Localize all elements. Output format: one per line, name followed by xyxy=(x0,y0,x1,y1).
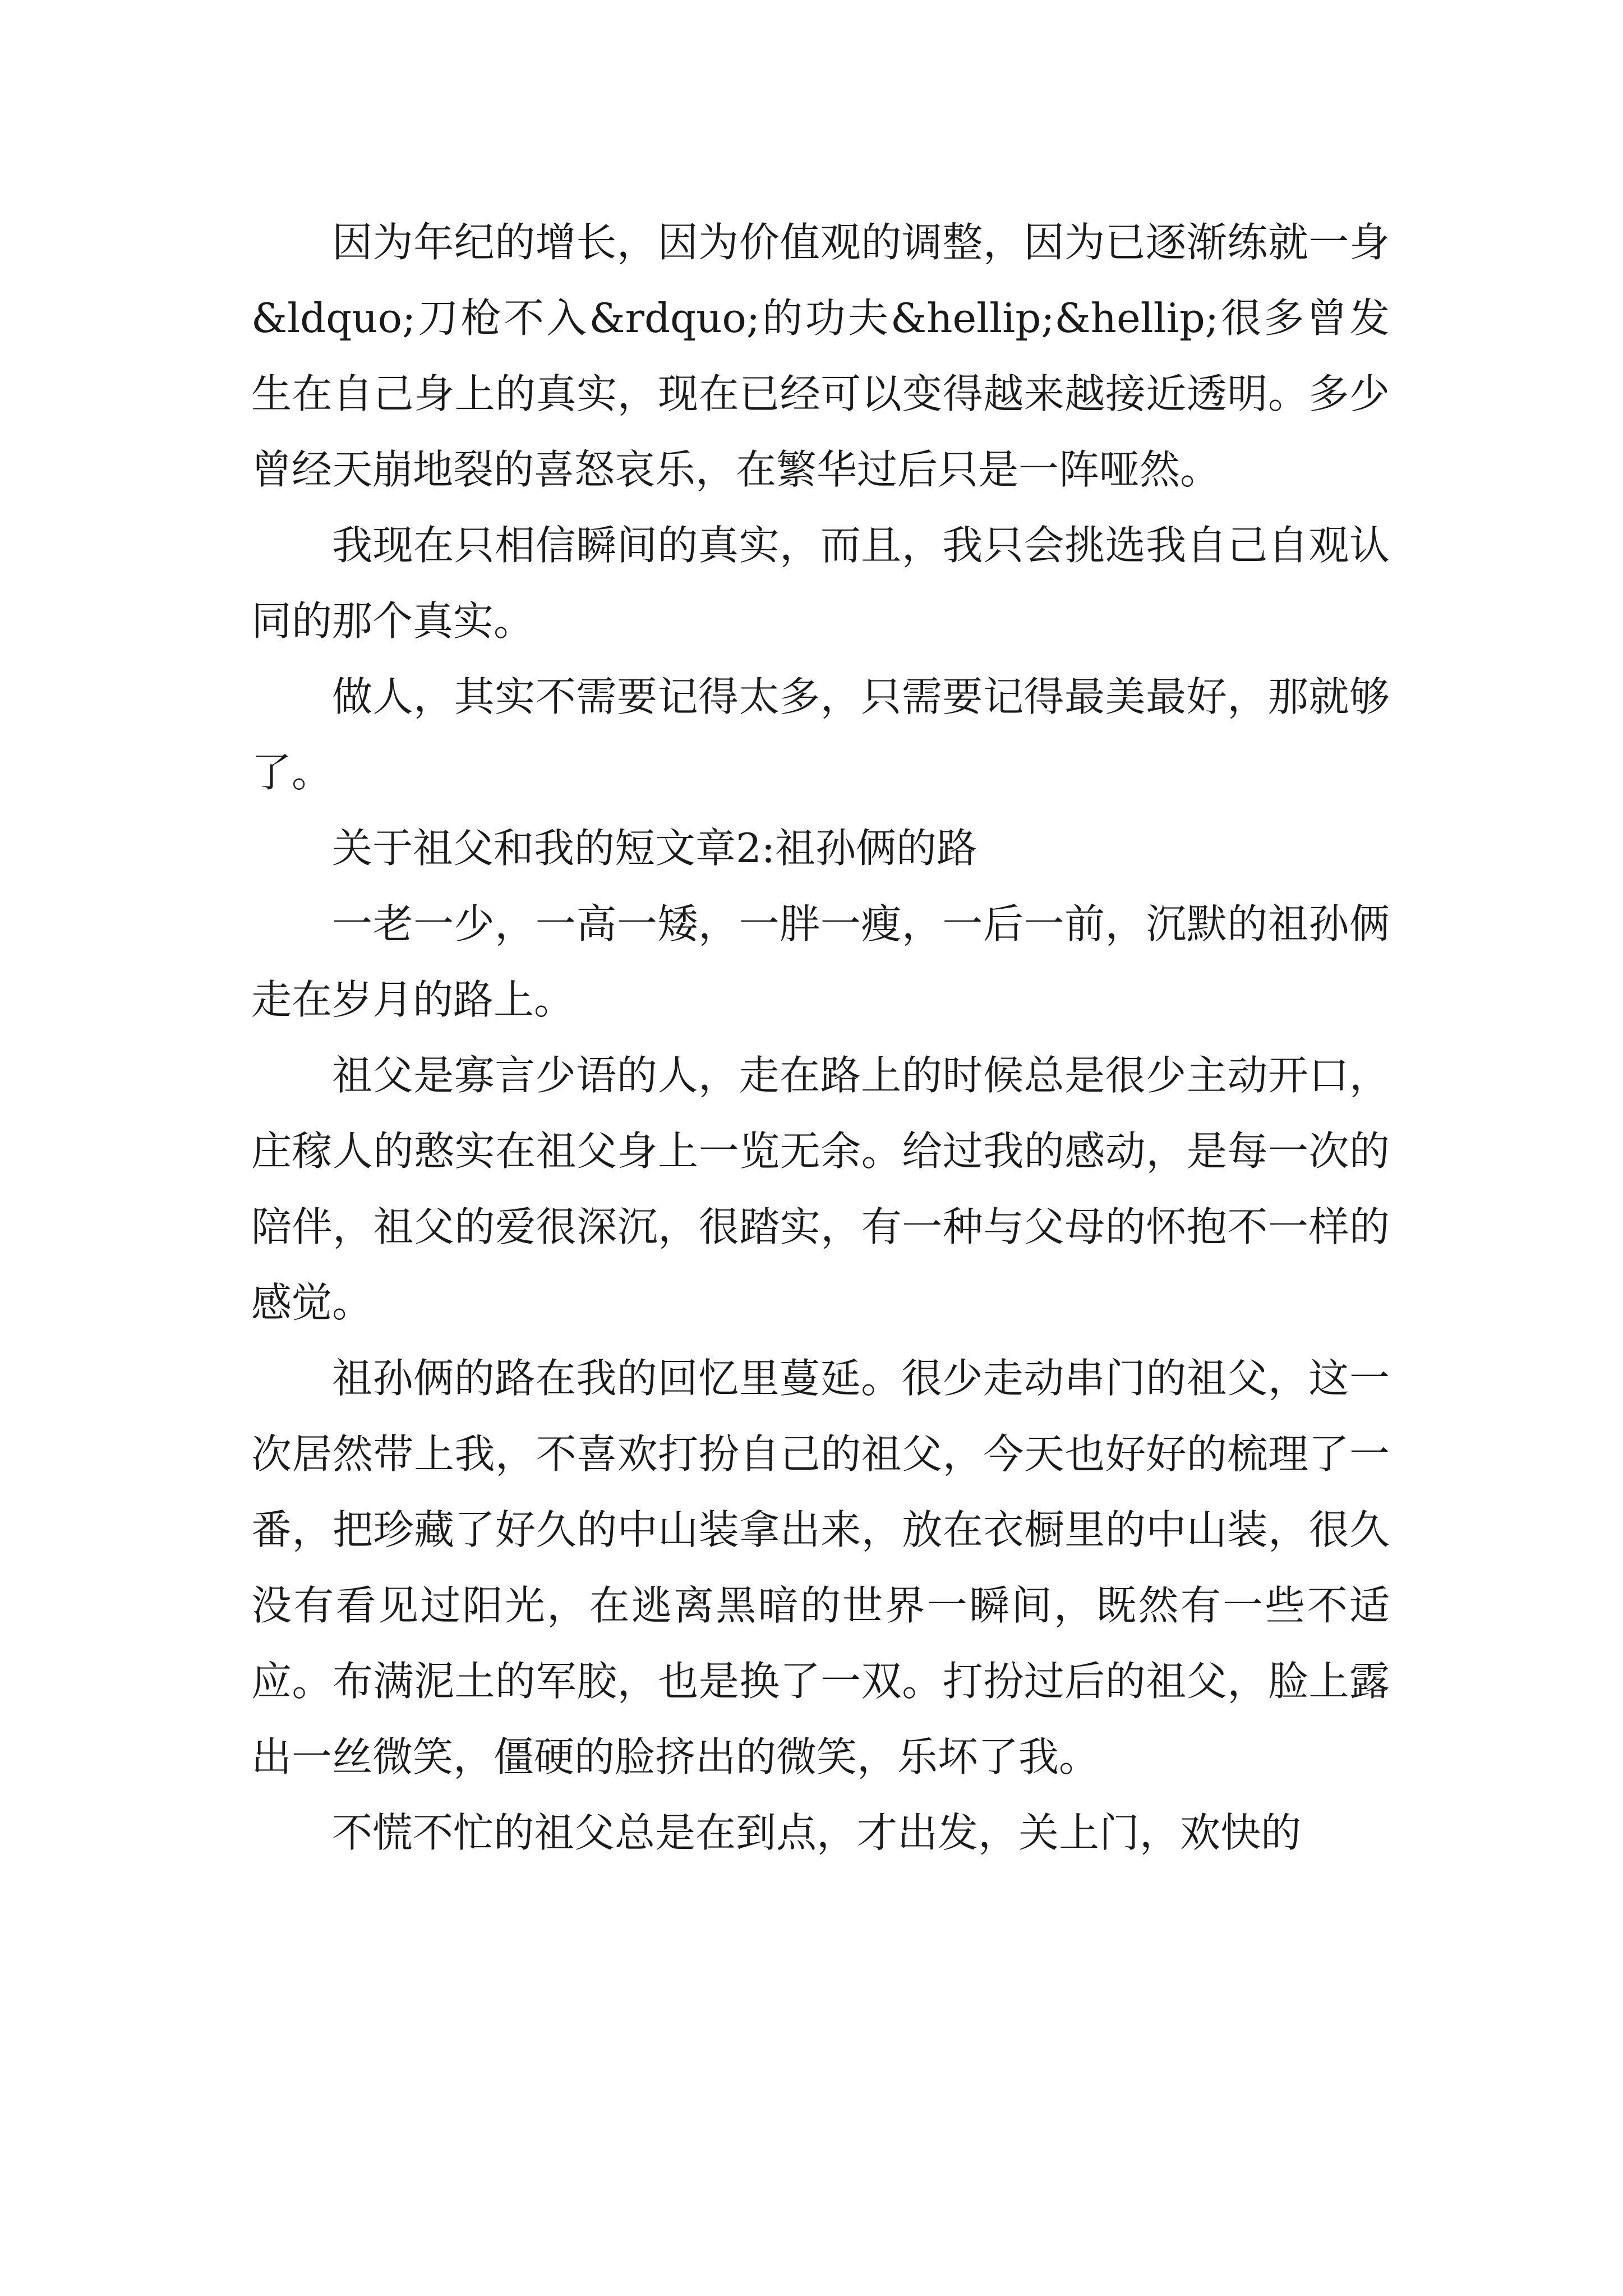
paragraph-6: 祖孙俩的路在我的回忆里蔓延。很少走动串门的祖父，这一次居然带上我，不喜欢打扮自己的祖父，今天也好好的梳理了一番，把珍藏了好久的中山装拿出来，放在衣橱里的中山装，很久没有看见过阳光，在逃离黑暗的世界一瞬间，既然有一些不适应。布满泥土的军胶，也是换了一双。打扮过后的祖父，脸上露出一丝微笑，僵硬的脸挤出的微笑，乐坏了我。 xyxy=(251,1355,1390,1780)
paragraph-4: 一老一少，一高一矮，一胖一瘦，一后一前，沉默的祖孙俩走在岁月的路上。 xyxy=(251,900,1390,1023)
paragraph-7: 不慌不忙的祖父总是在到点，才出发，关上门，欢快的 xyxy=(332,1809,1302,1856)
paragraph-2: 我现在只相信瞬间的真实，而且，我只会挑选我自己自观认同的那个真实。 xyxy=(251,522,1390,645)
section-heading: 关于祖父和我的短文章2:祖孙俩的路 xyxy=(332,825,978,872)
paragraph-5: 祖父是寡言少语的人，走在路上的时候总是很少主动开口，庄稼人的憨实在祖父身上一览无余。给过我的感动，是每一次的陪伴，祖父的爱很深沉，很踏实，有一种与父母的怀抱不一样的感觉。 xyxy=(251,1052,1390,1326)
paragraph-3: 做人，其实不需要记得太多，只需要记得最美最好，那就够了。 xyxy=(251,673,1390,796)
paragraph-1: 因为年纪的增长，因为价值观的调整，因为已逐渐练就一身&ldquo;刀枪不入&rdquo;的功夫&hellip;&hellip;很多曾发生在自己身上的真实，现在已经可以变得越来越接近透明。多少曾经天崩地裂的喜怒哀乐，在繁华过后只是一阵哑然。 xyxy=(251,219,1390,493)
article-body xyxy=(251,205,1390,1871)
